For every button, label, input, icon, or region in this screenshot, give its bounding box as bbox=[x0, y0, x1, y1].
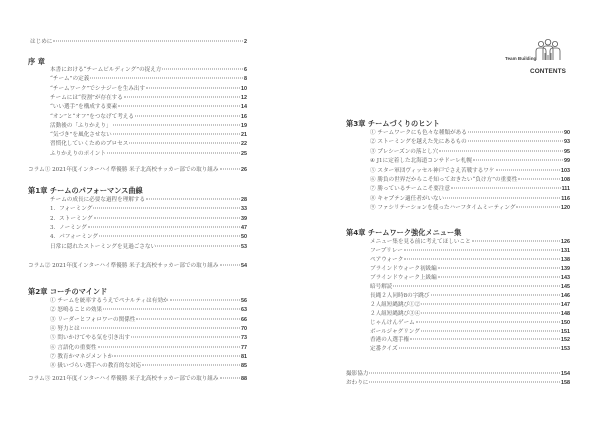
toc-title: ③ プレシーズンの落とし穴 bbox=[370, 148, 439, 155]
toc-title: じゃんけんゲーム bbox=[370, 319, 415, 326]
toc-title: ⑧ 扱いづらい選手への教育的な対応 bbox=[50, 363, 142, 370]
toc-page: 10 bbox=[241, 85, 247, 92]
leader-dots bbox=[438, 276, 560, 277]
leader-dots bbox=[410, 339, 560, 340]
leader-dots bbox=[369, 373, 560, 374]
toc-title: コラム② 2021年度インターハイ準優勝 米子北高校サッカー部での取り組み bbox=[28, 263, 219, 269]
toc-page: 16 bbox=[241, 113, 247, 120]
toc-title: 香港の人選手権 bbox=[370, 337, 410, 344]
team-people-icon bbox=[534, 39, 562, 61]
toc-item[interactable] bbox=[50, 353, 247, 361]
toc-item[interactable] bbox=[370, 345, 570, 353]
toc-item[interactable] bbox=[370, 204, 570, 212]
toc-item[interactable] bbox=[370, 336, 570, 344]
toc-page: 54 bbox=[241, 263, 247, 269]
toc-title: 暗号解読 bbox=[370, 283, 393, 290]
toc-title: コラム① 2021年度インターハイ準優勝 米子北高校サッカー部での取り組み bbox=[28, 167, 219, 173]
toc-page: 139 bbox=[561, 265, 570, 272]
toc-page: 120 bbox=[561, 205, 570, 212]
leader-dots bbox=[114, 355, 240, 356]
toc-page: 25 bbox=[241, 150, 247, 157]
toc-title: はじめに bbox=[30, 39, 53, 45]
toc-page: 103 bbox=[561, 167, 570, 174]
leader-dots bbox=[393, 285, 560, 286]
toc-title: おわりに bbox=[346, 380, 369, 386]
toc-page: 85 bbox=[241, 363, 247, 370]
toc-title: “オン”と“オフ”をつなげて考える bbox=[50, 113, 134, 120]
toc-item[interactable] bbox=[50, 150, 247, 158]
toc-item[interactable] bbox=[50, 297, 247, 305]
toc-title: 習慣化していくためのプロセス bbox=[50, 141, 129, 148]
toc-item[interactable] bbox=[50, 344, 247, 352]
toc-page: 56 bbox=[241, 298, 247, 304]
leader-dots bbox=[431, 294, 561, 295]
prologue-heading: 序 章 bbox=[28, 57, 45, 66]
toc-title: 本書における“チームビルディング”の捉え方 bbox=[50, 67, 162, 73]
toc-title: ⑦ 教育かマネジメントか bbox=[50, 353, 114, 360]
toc-item[interactable] bbox=[50, 233, 247, 241]
toc-page: 99 bbox=[564, 158, 570, 165]
chapter2-heading: 第2章 コーチのマインド bbox=[28, 287, 108, 296]
toc-item[interactable] bbox=[50, 94, 247, 102]
toc-title: 活動後の「ふりかえり」 bbox=[50, 122, 112, 129]
toc-item[interactable] bbox=[50, 205, 247, 213]
leader-dots bbox=[162, 69, 243, 70]
toc-title: ボールジャグリング bbox=[370, 328, 420, 335]
toc-title: ブラインドウォーク上級編 bbox=[370, 274, 437, 281]
toc-item[interactable] bbox=[50, 66, 247, 74]
toc-page: 6 bbox=[244, 67, 247, 73]
toc-page: 95 bbox=[564, 148, 570, 155]
toc-item[interactable] bbox=[50, 75, 247, 83]
toc-item[interactable] bbox=[370, 292, 570, 300]
toc-page: 70 bbox=[241, 325, 247, 332]
toc-item[interactable] bbox=[50, 215, 247, 223]
toc-title: ① チームワークにも色々な種類がある bbox=[370, 130, 467, 136]
toc-title: 3．ノーミング bbox=[50, 224, 87, 231]
toc-title: ⑥ 勝負の世界だからこそ知っておきたい“負け方”の重要性 bbox=[370, 177, 518, 183]
toc-page: 145 bbox=[561, 283, 570, 290]
toc-item[interactable] bbox=[50, 224, 247, 232]
leader-dots bbox=[451, 188, 561, 189]
toc-item[interactable] bbox=[50, 243, 247, 251]
toc-title: 1．フォーミング bbox=[50, 206, 93, 213]
toc-page: 111 bbox=[561, 186, 570, 193]
toc-page: 66 bbox=[241, 316, 247, 323]
leader-dots bbox=[136, 318, 240, 319]
leader-dots bbox=[118, 106, 240, 107]
toc-title: ２人組短縄跳び③④ bbox=[370, 310, 421, 317]
leader-dots bbox=[135, 115, 240, 116]
toc-item[interactable] bbox=[50, 103, 247, 111]
toc-title: 4．パフォーミング bbox=[50, 234, 98, 241]
leader-dots bbox=[421, 303, 560, 304]
chapter3-heading: 第3章 チームづくりのヒント bbox=[346, 119, 440, 128]
toc-item[interactable] bbox=[50, 85, 247, 93]
toc-title: “いい選手”を構成する要素 bbox=[50, 104, 118, 111]
toc-title: チームには“役割”が存在する bbox=[50, 94, 123, 101]
toc-page: 151 bbox=[561, 328, 570, 335]
toc-page: 88 bbox=[241, 376, 247, 382]
leader-dots bbox=[99, 236, 240, 237]
toc-title: メニュー集を見る前に考えてほしいこと bbox=[370, 239, 471, 245]
leader-dots bbox=[142, 365, 240, 366]
toc-item[interactable] bbox=[50, 334, 247, 342]
toc-page: 26 bbox=[241, 167, 247, 173]
toc-item[interactable] bbox=[50, 196, 247, 204]
leader-dots bbox=[146, 87, 240, 88]
leader-dots bbox=[220, 378, 240, 379]
toc-page: 39 bbox=[241, 215, 247, 222]
toc-page: 153 bbox=[561, 346, 570, 353]
leader-dots bbox=[439, 150, 563, 151]
toc-page: 131 bbox=[561, 247, 570, 254]
toc-item[interactable] bbox=[50, 325, 247, 333]
toc-item[interactable] bbox=[370, 148, 570, 156]
toc-title: 定番クイズ bbox=[370, 346, 398, 353]
toc-page: 14 bbox=[241, 104, 247, 111]
toc-page: 143 bbox=[561, 274, 570, 281]
toc-column[interactable] bbox=[28, 262, 247, 270]
toc-title: ⑨ ファシリテーションを使ったハーフタイムミーティング bbox=[370, 205, 516, 212]
toc-title: ⑤ 問いかけてやる気を引き出す bbox=[50, 335, 131, 342]
toc-title: 長縄２人同時8の字跳び bbox=[370, 292, 430, 299]
toc-item[interactable] bbox=[370, 301, 570, 309]
leader-dots bbox=[131, 337, 240, 338]
leader-dots bbox=[516, 207, 560, 208]
toc-page: 154 bbox=[561, 371, 570, 377]
toc-title: ③ リーダーとフォロワーの関係性 bbox=[50, 316, 136, 323]
toc-title: フープリレー bbox=[370, 247, 403, 254]
toc-item[interactable] bbox=[50, 140, 247, 148]
leader-dots bbox=[146, 199, 240, 200]
toc-page: 73 bbox=[241, 335, 247, 342]
toc-item[interactable] bbox=[370, 157, 570, 165]
toc-item[interactable] bbox=[50, 122, 247, 130]
toc-intro[interactable] bbox=[30, 38, 247, 46]
toc-page: 108 bbox=[561, 177, 570, 183]
toc-page: 147 bbox=[561, 301, 570, 308]
toc-page: 150 bbox=[561, 319, 570, 326]
leader-dots bbox=[404, 249, 560, 250]
toc-page: 126 bbox=[561, 239, 570, 245]
toc-item[interactable] bbox=[370, 247, 570, 255]
leader-dots bbox=[81, 327, 240, 328]
toc-item[interactable] bbox=[50, 306, 247, 314]
toc-page: 158 bbox=[561, 380, 570, 386]
leader-dots bbox=[157, 245, 240, 246]
leader-dots bbox=[369, 382, 560, 383]
toc-title: 2．ストーミング bbox=[50, 215, 93, 222]
leader-dots bbox=[438, 267, 560, 268]
toc-page: 12 bbox=[241, 94, 247, 101]
leader-dots bbox=[421, 312, 560, 313]
toc-page: 93 bbox=[564, 139, 570, 146]
leader-dots bbox=[416, 321, 560, 322]
toc-page: 2 bbox=[244, 39, 247, 45]
leader-dots bbox=[404, 258, 560, 259]
toc-item[interactable] bbox=[370, 274, 570, 282]
contents-title: CONTENTS bbox=[530, 68, 566, 75]
toc-title: コラム③ 2021年度インターハイ準優勝 米子北高校サッカー部での取り組み bbox=[28, 376, 219, 382]
toc-item[interactable] bbox=[370, 185, 570, 193]
leader-dots bbox=[421, 330, 560, 331]
toc-page: 116 bbox=[561, 195, 570, 202]
toc-page: 47 bbox=[241, 224, 247, 231]
leader-dots bbox=[93, 208, 240, 209]
toc-page: 19 bbox=[241, 122, 247, 129]
leader-dots bbox=[98, 346, 240, 347]
toc-title: ⑦ 勝っているチームこそ要注意 bbox=[370, 186, 451, 193]
toc-title: ペアウォーク bbox=[370, 256, 404, 263]
toc-item[interactable] bbox=[370, 256, 570, 264]
toc-page: 53 bbox=[241, 243, 247, 250]
toc-page: 33 bbox=[241, 206, 247, 213]
toc-title: “チームワーク”でシナジーを生み出す bbox=[50, 85, 146, 92]
toc-title: “気づき”を風化させない bbox=[50, 132, 112, 139]
leader-dots bbox=[399, 348, 560, 349]
leader-dots bbox=[88, 226, 240, 227]
toc-outro[interactable] bbox=[346, 379, 570, 387]
toc-item[interactable] bbox=[370, 319, 570, 327]
toc-item[interactable] bbox=[370, 283, 570, 291]
toc-title: ふりかえりのポイント bbox=[50, 150, 106, 157]
toc-page: 138 bbox=[561, 256, 570, 263]
toc-item[interactable] bbox=[370, 310, 570, 318]
leader-dots bbox=[518, 179, 560, 180]
toc-page: 28 bbox=[241, 197, 247, 203]
leader-dots bbox=[124, 96, 240, 97]
toc-item[interactable] bbox=[370, 328, 570, 336]
toc-item[interactable] bbox=[50, 316, 247, 324]
leader-dots bbox=[53, 41, 243, 42]
chapter4-heading: 第4章 チームワーク強化メニュー集 bbox=[346, 228, 462, 237]
toc-item[interactable] bbox=[370, 176, 570, 184]
toc-title: ⑥ 言語化の重要性 bbox=[50, 344, 97, 351]
leader-dots bbox=[473, 160, 563, 161]
toc-item[interactable] bbox=[370, 138, 570, 146]
toc-page: 50 bbox=[241, 234, 247, 241]
toc-page: 148 bbox=[561, 310, 570, 317]
leader-dots bbox=[113, 124, 240, 125]
toc-page: 81 bbox=[241, 353, 247, 360]
toc-item[interactable] bbox=[370, 167, 570, 175]
leader-dots bbox=[496, 169, 560, 170]
toc-title: ブラインドウォーク初級編 bbox=[370, 265, 437, 272]
leader-dots bbox=[468, 132, 563, 133]
toc-page: 152 bbox=[561, 337, 570, 344]
toc-title: ① チームを統率するうえでペナルティは有効か bbox=[50, 298, 169, 304]
leader-dots bbox=[129, 143, 240, 144]
leader-dots bbox=[107, 152, 240, 153]
leader-dots bbox=[445, 197, 560, 198]
leader-dots bbox=[220, 169, 240, 170]
toc-page: 146 bbox=[561, 292, 570, 299]
toc-page: 90 bbox=[564, 130, 570, 136]
toc-column[interactable] bbox=[28, 375, 247, 383]
leader-dots bbox=[103, 309, 240, 310]
toc-item[interactable] bbox=[50, 362, 247, 370]
toc-title: ④ J1に定着した北海道コンサドーレ札幌 bbox=[370, 158, 472, 165]
toc-item[interactable] bbox=[370, 265, 570, 273]
toc-title: チームの成長に必要な過程を理解する bbox=[50, 197, 146, 203]
toc-title: ⑧ キャプテン適任者がいない bbox=[370, 195, 445, 202]
leader-dots bbox=[113, 134, 240, 135]
toc-item[interactable] bbox=[50, 131, 247, 139]
toc-column[interactable] bbox=[28, 166, 247, 174]
toc-item[interactable] bbox=[370, 195, 570, 203]
brand-subtitle: Team Building bbox=[505, 56, 537, 61]
leader-dots bbox=[472, 241, 560, 242]
toc-page: 63 bbox=[241, 307, 247, 314]
toc-page: 77 bbox=[241, 344, 247, 351]
toc-credits[interactable] bbox=[346, 370, 570, 378]
toc-title: 日常に隠れたストーミングを見過ごさない bbox=[50, 243, 157, 250]
toc-title: “チーム”の定義 bbox=[50, 76, 90, 83]
toc-title: ② ストーミングを越えた先にあるもの bbox=[370, 139, 467, 146]
chapter1-heading: 第1章 チームのパフォーマンス曲線 bbox=[28, 186, 143, 195]
toc-title: ２人組短縄跳び①② bbox=[370, 301, 421, 308]
leader-dots bbox=[170, 300, 240, 301]
toc-page: 21 bbox=[241, 132, 247, 139]
toc-item[interactable] bbox=[370, 129, 570, 137]
toc-page: 22 bbox=[241, 141, 247, 148]
toc-title: ⑤ スター軍団ヴィッセル神戸でさえ苦戦するワケ bbox=[370, 167, 495, 174]
contents-brand bbox=[500, 36, 582, 76]
toc-item[interactable] bbox=[50, 113, 247, 121]
toc-page: 8 bbox=[244, 76, 247, 83]
leader-dots bbox=[94, 217, 240, 218]
toc-title: 撮影協力 bbox=[346, 371, 369, 377]
toc-title: ④ 努力とは bbox=[50, 325, 80, 332]
leader-dots bbox=[90, 78, 243, 79]
leader-dots bbox=[468, 141, 563, 142]
leader-dots bbox=[220, 265, 240, 266]
toc-item[interactable] bbox=[370, 238, 570, 246]
toc-title: ② 怒鳴ることの効果 bbox=[50, 307, 103, 314]
